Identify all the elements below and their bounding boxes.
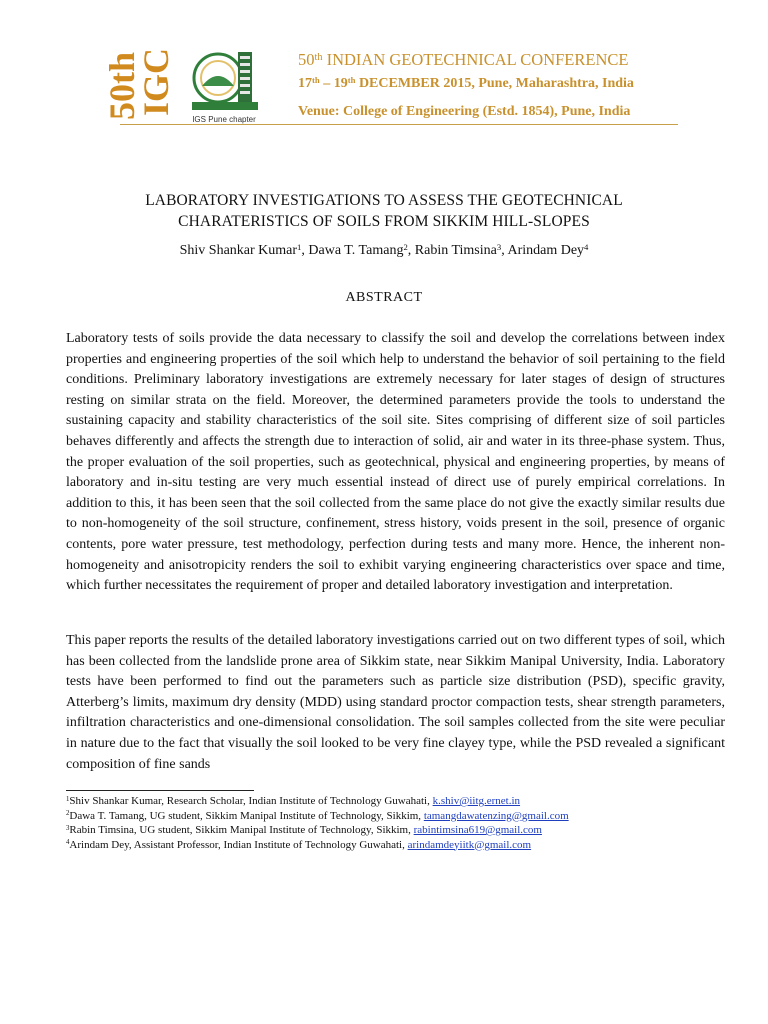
- date-rest: DECEMBER 2015, Pune, Maharashtra, India: [355, 76, 634, 91]
- conference-title: [298, 50, 628, 70]
- igs-emblem: [188, 46, 268, 128]
- author-affiliation-mark: 1: [297, 241, 302, 252]
- footnote-text: Rabin Timsina, UG student, Sikkim Manipal Institute of Technology, Sikkim,: [69, 824, 414, 836]
- paper-title-line-2: CHARATERISTICS OF SOILS FROM SIKKIM HILL-SLOPES: [178, 213, 590, 230]
- author-list: [80, 243, 688, 259]
- author-affiliation-mark: 3: [496, 241, 502, 252]
- author-separator: ,: [407, 243, 415, 258]
- footnotes: [66, 794, 726, 852]
- paper-title: [80, 190, 688, 232]
- date-end-sup: th: [347, 74, 356, 85]
- author-name: Rabin Timsina: [414, 243, 497, 258]
- emblem-caption: IGS Pune chapter: [192, 115, 256, 124]
- author-affiliation-mark: 2: [403, 241, 408, 252]
- conference-dates: [298, 76, 634, 92]
- conference-header: [0, 0, 768, 130]
- igs-emblem-icon: [188, 46, 268, 128]
- footnote-email-link[interactable]: tamangdawatenzing@gmail.com: [423, 809, 569, 822]
- abstract-paragraph-2: This paper reports the results of the detailed laboratory investigations carried out on two different types of soil, which has been collected from the landslide prone area of Sikkim state, near Sikkim Manipal University, India. Laboratory tests have been performed to find out the parameters such as particle size distribution (PSD), specific gravity, Atterberg’s limits, maximum dry density (MDD) using standard proctor compaction tests, shear strength parameters, infiltration characteristics and one-dimensional consolidation. The soil samples collected from the site were peculiar in nature due to the fact that visually the soil looked to be very fine clayey type, while the PSD revealed a significant composition of fine sands: [66, 633, 725, 772]
- abstract-heading: ABSTRACT: [345, 290, 423, 305]
- date-separator: –: [319, 76, 334, 91]
- author-name: Dawa T. Tamang: [308, 243, 404, 258]
- conference-name: INDIAN GEOTECHNICAL CONFERENCE: [322, 50, 629, 69]
- footnote-3: [66, 823, 726, 838]
- author-name: Arindam Dey: [507, 243, 585, 258]
- footnote-number: 2: [66, 810, 70, 818]
- abstract-paragraph-1: Laboratory tests of soils provide the data necessary to classify the soil and develop the correlations between index properties and engineering properties of the soil which help to understand the behavior of soil pertaining to the field conditions. Preliminary laboratory investigations are extremely necessary for later stages of design of structures resting on similar strata on the field. Moreover, the determined parameters provide the tools to understand the sustaining capacity and stability characteristics of the soil site. Sites comprising of different size of soil particles behaves differently and affects the strength due to interaction of solid, air and water in its three-phase system. Thus, the proper evaluation of the soil properties, such as geotechnical, physical and engineering properties, by means of laboratory and in-situ testing are very much essential instead of direct use of purely empirical correlations. In addition to this, it has been seen that the soil collected from the same place do not give the exactly similar results due to non-homogeneity of the soil structure, confinement, stress history, voids present in the soil, presence of organic contents, pore water pressure, test methodology, perfection during tests and many more. Hence, the inherent non-homogeneity and anisotropicity renders the soil to exhibit varying engineering characteristics over space and time, which further necessitates the requirement of proper and detailed laboratory investigation and interpretation.: [66, 331, 725, 594]
- footnote-2: [66, 809, 726, 824]
- footnote-4: [66, 838, 726, 853]
- footnote-number: 4: [66, 839, 70, 847]
- footnote-email-link[interactable]: arindamdeyiitk@gmail.com: [407, 838, 532, 851]
- igc-logo-text: [100, 40, 176, 120]
- conference-number: 50: [298, 50, 315, 69]
- date-start-sup: th: [312, 74, 320, 85]
- conference-number-sup: th: [314, 51, 323, 63]
- footnote-divider: [66, 790, 254, 791]
- logo-line-1: 50th: [102, 51, 142, 120]
- date-end: 19: [333, 76, 348, 91]
- footnote-number: 3: [66, 824, 70, 832]
- footnote-text: Arindam Dey, Assistant Professor, Indian Institute of Technology Guwahati,: [69, 838, 408, 851]
- footnote-email-link[interactable]: rabintimsina619@gmail.com: [413, 824, 542, 836]
- header-divider: [120, 124, 678, 125]
- author-separator: ,: [501, 243, 508, 258]
- conference-venue: Venue: College of Engineering (Estd. 1854), Pune, India: [298, 104, 631, 119]
- footnote-email-link[interactable]: k.shiv@iitg.ernet.in: [432, 795, 521, 807]
- date-start: 17: [298, 76, 312, 91]
- author-separator: ,: [301, 243, 309, 258]
- paper-title-line-1: LABORATORY INVESTIGATIONS TO ASSESS THE GEOTECHNICAL: [145, 192, 623, 209]
- author-affiliation-mark: 4: [584, 241, 589, 252]
- author-name: Shiv Shankar Kumar: [179, 243, 298, 258]
- logo-line-2: IGC: [136, 47, 176, 116]
- igc-logo: [100, 40, 176, 120]
- footnote-text: Dawa T. Tamang, UG student, Sikkim Manipal Institute of Technology, Sikkim,: [69, 809, 424, 822]
- footnote-text: Shiv Shankar Kumar, Research Scholar, Indian Institute of Technology Guwahati,: [69, 795, 433, 807]
- footnote-number: 1: [66, 795, 70, 803]
- footnote-1: [66, 794, 726, 809]
